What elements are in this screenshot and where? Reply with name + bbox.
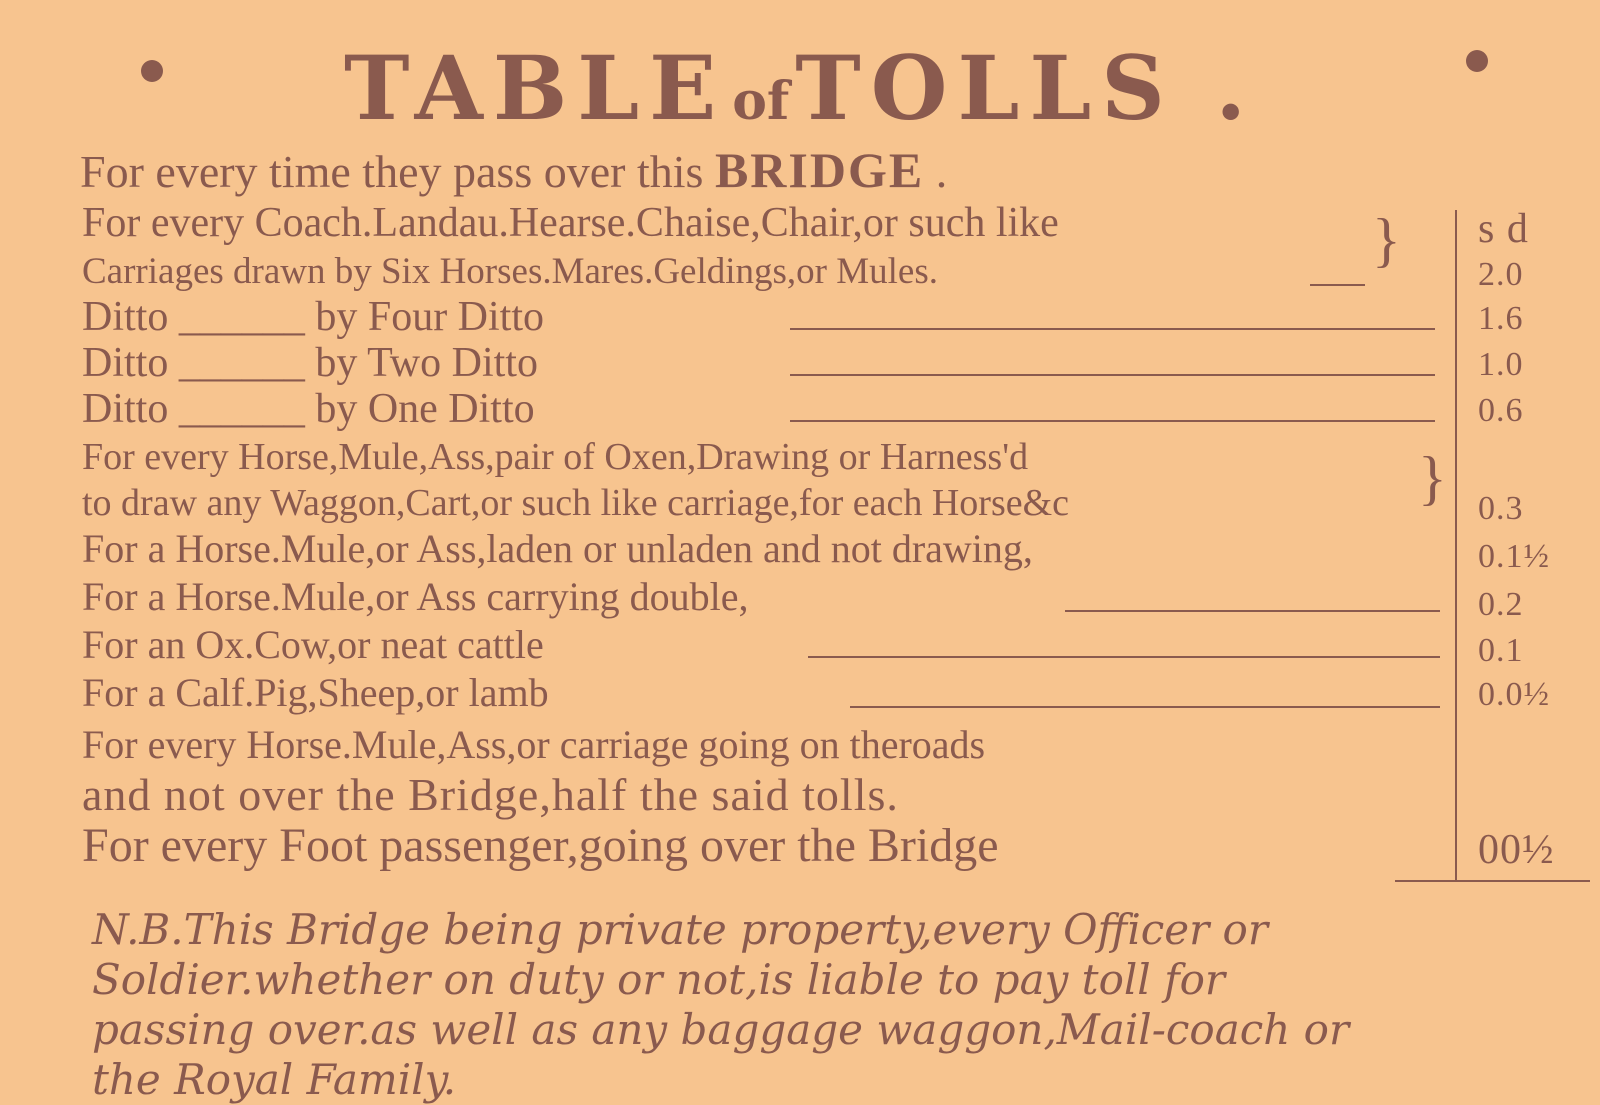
leader-line bbox=[790, 374, 1435, 376]
toll-row-coach bbox=[82, 198, 1059, 248]
toll-row-calf-text: For a Calf.Pig,Sheep,or lamb bbox=[82, 670, 549, 715]
toll-row-roads bbox=[82, 720, 985, 820]
leader-line bbox=[1065, 610, 1440, 612]
page-title bbox=[0, 38, 1600, 152]
toll-row-roads-line1: For every Horse.Mule,Ass,or carriage going on theroads bbox=[82, 722, 986, 767]
leader-line bbox=[1310, 284, 1365, 286]
toll-price-four: 1.6 bbox=[1478, 300, 1524, 337]
toll-price-ox: 0.1 bbox=[1478, 632, 1524, 669]
title-period: . bbox=[1174, 36, 1257, 140]
leader-line bbox=[790, 420, 1435, 422]
toll-row-horse-drawing-line2: to draw any Waggon,Cart,or such like carriage,for each Horse&c bbox=[82, 482, 1070, 524]
leader-line bbox=[790, 328, 1435, 330]
toll-row-calf bbox=[82, 670, 549, 716]
note-line1: N.B.This Bridge being private property,every Officer or bbox=[92, 905, 1268, 954]
title-part-table: TABLE bbox=[343, 36, 727, 140]
toll-row-foot-text: For every Foot passenger,going over the Bridge bbox=[82, 819, 999, 872]
toll-row-roads-line2: and not over the Bridge,half the said tolls. bbox=[82, 769, 899, 820]
toll-row-horse-drawing bbox=[82, 434, 1069, 526]
toll-row-ox bbox=[82, 622, 544, 668]
title-part-of: of bbox=[732, 71, 790, 132]
toll-price-double: 0.2 bbox=[1478, 586, 1524, 623]
toll-price-one: 0.6 bbox=[1478, 392, 1524, 429]
toll-price-foot: 00½ bbox=[1478, 827, 1555, 873]
toll-price-two: 1.0 bbox=[1478, 346, 1524, 383]
toll-row-ox-text: For an Ox.Cow,or neat cattle bbox=[82, 622, 544, 667]
toll-row-laden-text: For a Horse.Mule,or Ass,laden or unladen and not drawing, bbox=[82, 526, 1033, 571]
toll-row-one bbox=[82, 386, 535, 432]
note-line4: the Royal Family. bbox=[92, 1055, 457, 1104]
note-line2: Soldier.whether on duty or not,is liable to pay toll for bbox=[92, 955, 1225, 1004]
note-line3: passing over.as well as any baggage waggon,Mail-coach or bbox=[92, 1005, 1350, 1054]
toll-row-double-text: For a Horse.Mule,or Ass carrying double, bbox=[82, 574, 749, 619]
toll-row-double bbox=[82, 574, 749, 620]
leader-line bbox=[808, 656, 1440, 658]
toll-row-foot bbox=[82, 818, 999, 874]
toll-price-calf: 0.0½ bbox=[1478, 676, 1550, 713]
toll-row-coach-line2: Carriages drawn by Six Horses.Mares.Geldings,or Mules. bbox=[82, 251, 938, 292]
currency-header: s d bbox=[1478, 206, 1529, 252]
toll-row-two bbox=[82, 340, 538, 386]
subtitle-text: For every time they pass over this bbox=[80, 146, 704, 197]
price-column-bottom-rule bbox=[1395, 880, 1590, 882]
title-part-tolls: TOLLS bbox=[795, 36, 1175, 140]
toll-price-coach: 2.0 bbox=[1478, 256, 1524, 293]
toll-row-horse-drawing-line1: For every Horse,Mule,Ass,pair of Oxen,Drawing or Harness'd bbox=[82, 436, 1029, 478]
note bbox=[92, 905, 1532, 1105]
toll-row-laden bbox=[82, 526, 1033, 572]
subtitle: For every time they pass over this BRIDGE . bbox=[80, 142, 948, 198]
toll-row-four bbox=[82, 294, 544, 340]
leader-line bbox=[850, 706, 1440, 708]
price-column-rule bbox=[1455, 210, 1457, 880]
toll-row-four-text: Ditto ______ by Four Ditto bbox=[82, 294, 545, 340]
toll-price-laden: 0.1½ bbox=[1478, 538, 1550, 575]
brace: } bbox=[1372, 207, 1401, 273]
toll-price-horse-drawing: 0.3 bbox=[1478, 490, 1524, 527]
toll-row-one-text: Ditto ______ by One Ditto bbox=[82, 386, 535, 432]
brace: } bbox=[1418, 445, 1447, 511]
toll-row-two-text: Ditto ______ by Two Ditto bbox=[82, 340, 538, 386]
toll-row-coach-line1: For every Coach.Landau.Hearse.Chaise,Chair,or such like bbox=[82, 200, 1059, 246]
subtitle-bridge: BRIDGE bbox=[714, 142, 925, 198]
toll-row-coach-2 bbox=[82, 250, 938, 294]
